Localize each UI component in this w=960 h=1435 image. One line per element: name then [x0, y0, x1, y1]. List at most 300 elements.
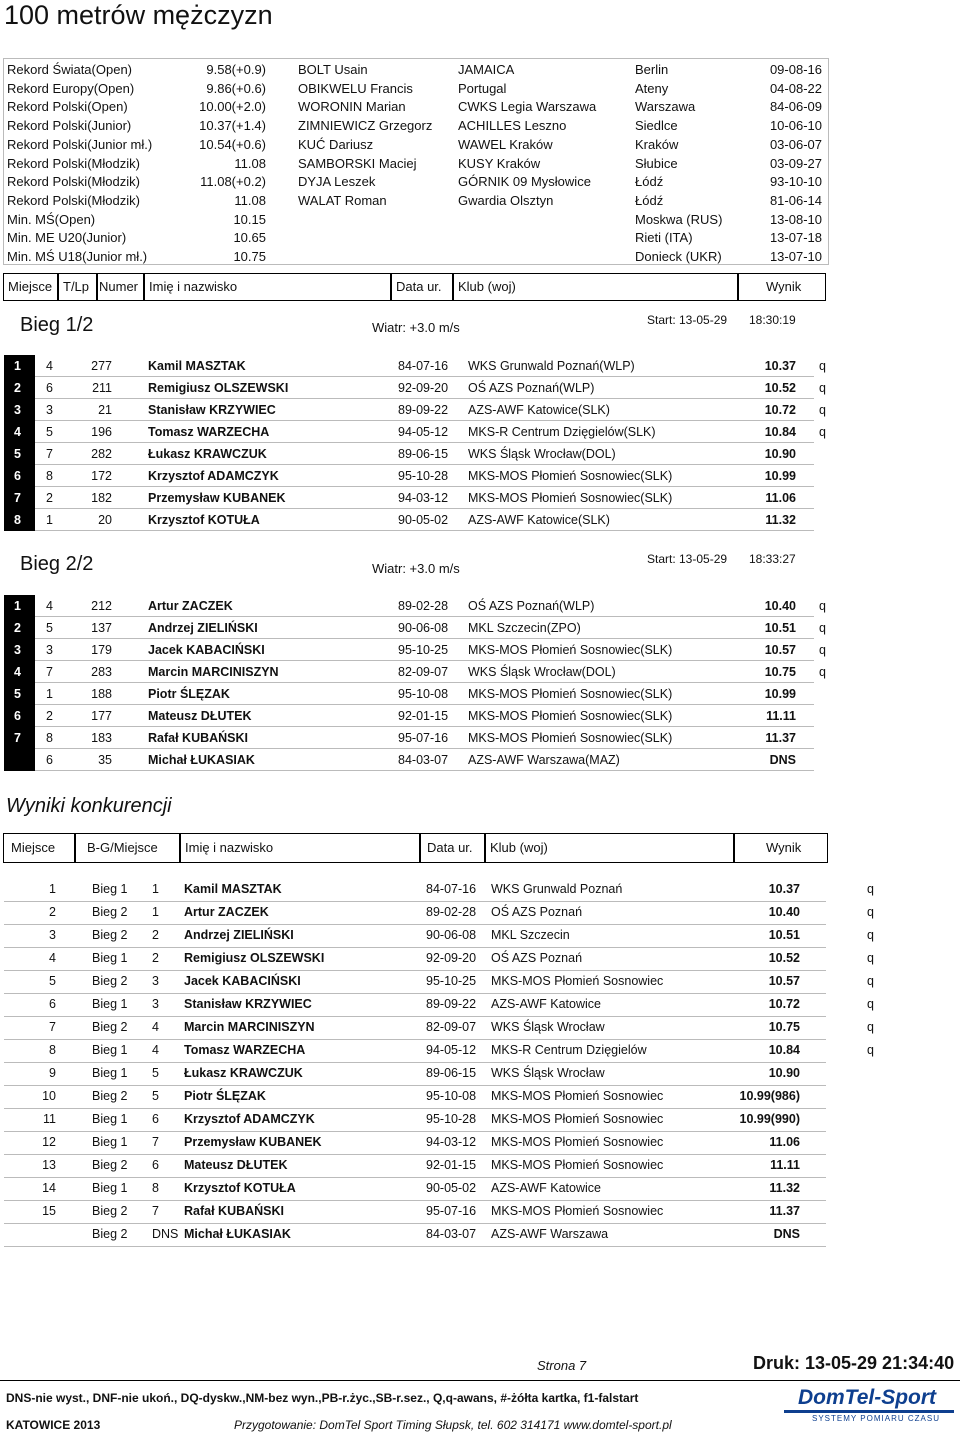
header-wynik: [738, 273, 826, 301]
record-row: [4, 134, 828, 153]
result-time: 10.90: [764, 447, 796, 461]
qualification-mark: q: [867, 928, 874, 942]
heat-place: DNS: [152, 1227, 179, 1241]
qualification-mark: q: [867, 951, 874, 965]
record-athlete: ZIMNIEWICZ Grzegorz: [298, 118, 433, 134]
record-name: Rekord Polski(Młodzik): [7, 174, 140, 190]
birth-date: 95-10-28: [426, 1112, 477, 1126]
heat-label: Bieg 2: [92, 928, 128, 942]
result-time: 10.84: [768, 1043, 800, 1057]
athlete-name: Mateusz DŁUTEK: [148, 709, 252, 723]
record-city: Kraków: [635, 136, 679, 152]
overall-row: [4, 1223, 826, 1247]
bib-number: 177: [91, 709, 112, 723]
overall-header-imie-label: Imię i nazwisko: [185, 840, 274, 855]
overall-row: [4, 970, 874, 994]
overall-header-miejsce-label: Miejsce: [11, 840, 56, 855]
overall-row: [4, 947, 874, 971]
result-row: [4, 661, 826, 683]
lane: 5: [46, 621, 53, 635]
place-number: 3: [14, 643, 21, 657]
birth-date: 95-10-28: [398, 469, 449, 483]
athlete-name: Rafał KUBAŃSKI: [148, 731, 249, 745]
overall-row: [4, 1108, 826, 1132]
athlete-name: Jacek KABACIŃSKI: [148, 643, 265, 657]
result-time: 10.99(990): [739, 1112, 800, 1126]
club-name: WKS Grunwald Poznań: [491, 882, 623, 896]
record-name: Min. MŚ(Open): [7, 211, 96, 227]
record-athlete: WORONIN Marian: [298, 99, 406, 115]
record-row: [4, 115, 828, 134]
record-athlete: BOLT Usain: [298, 62, 368, 77]
club-name: OŚ AZS Poznań: [491, 951, 583, 965]
overall-header-data: [420, 833, 485, 863]
birth-date: 90-05-02: [398, 513, 449, 527]
result-time: 10.90: [768, 1066, 800, 1080]
record-name: Rekord Polski(Junior mł.): [7, 136, 153, 152]
heat-label: Bieg 1: [92, 1181, 128, 1195]
birth-date: 82-09-07: [398, 665, 449, 679]
place-cell: [4, 639, 35, 661]
athlete-name: Michał ŁUKASIAK: [184, 1227, 291, 1241]
heat-label: Bieg 1: [92, 1135, 128, 1149]
club-name: WKS Grunwald Poznań(WLP): [468, 359, 635, 373]
lane: 4: [46, 599, 53, 613]
bib-number: 277: [91, 359, 112, 373]
place-number: 1: [14, 359, 21, 373]
lane: 7: [46, 665, 53, 679]
place-number: 8: [14, 513, 21, 527]
qualification-mark: q: [867, 974, 874, 988]
place-cell: [4, 509, 35, 531]
club-name: AZS-AWF Katowice: [491, 1181, 601, 1195]
record-date: 03-09-27: [769, 155, 822, 171]
result-time: 10.40: [764, 599, 796, 613]
athlete-name: Remigiusz OLSZEWSKI: [184, 951, 325, 965]
record-city: Berlin: [635, 62, 669, 77]
record-row: [4, 227, 828, 246]
overall-header-wynik-label: Wynik: [766, 840, 802, 855]
overall-place: 4: [49, 951, 56, 965]
qualification-mark: q: [819, 599, 826, 613]
heat-2-title: Bieg 2/2: [20, 553, 94, 575]
record-date: 93-10-10: [769, 174, 822, 190]
athlete-name: Andrzej ZIELIŃSKI: [148, 621, 258, 635]
bib-number: 211: [92, 381, 112, 395]
athlete-name: Remigiusz OLSZEWSKI: [148, 381, 289, 395]
result-time: 11.06: [769, 1135, 800, 1149]
heat-2-wind: Wiatr: +3.0 m/s: [372, 561, 460, 576]
record-date: 09-08-16: [769, 62, 822, 77]
overall-row: [4, 1131, 826, 1155]
logo-subtitle: SYSTEMY POMIARU CZASU: [812, 1414, 940, 1423]
overall-row: [4, 1177, 826, 1201]
athlete-name: Krzysztof KOTUŁA: [184, 1181, 296, 1195]
result-time: 11.06: [765, 491, 796, 505]
record-date: 13-07-18: [769, 230, 822, 246]
result-time: 10.72: [764, 403, 796, 417]
qualification-mark: q: [867, 905, 874, 919]
result-row: [4, 639, 826, 661]
birth-date: 84-07-16: [426, 882, 477, 896]
overall-place: 15: [42, 1204, 56, 1218]
overall-row: [4, 1016, 874, 1040]
qualification-mark: q: [819, 403, 826, 417]
heat-label: Bieg 1: [92, 1112, 128, 1126]
athlete-name: Artur ZACZEK: [184, 905, 269, 919]
result-time: 10.52: [768, 951, 800, 965]
result-time: 11.37: [769, 1204, 800, 1218]
lane: 1: [46, 687, 53, 701]
result-time: 10.51: [768, 928, 800, 942]
result-time: 11.11: [766, 709, 796, 723]
overall-row: [4, 924, 874, 948]
athlete-name: Piotr ŚLĘZAK: [184, 1089, 266, 1103]
place-cell: [4, 749, 35, 771]
overall-header-klub: [485, 833, 734, 863]
record-date: 84-06-09: [769, 99, 822, 115]
heat-place: 5: [152, 1066, 159, 1080]
result-time: 10.72: [768, 997, 800, 1011]
record-city: Moskwa (RUS): [635, 211, 723, 227]
record-row: [4, 246, 828, 265]
record-name: Rekord Polski(Open): [7, 99, 128, 115]
heat-place: 4: [152, 1043, 159, 1057]
header-miejsce-label: Miejsce: [8, 279, 53, 294]
birth-date: 95-10-25: [426, 974, 477, 988]
place-number: 3: [14, 403, 21, 417]
club-name: MKS-MOS Płomień Sosnowiec: [491, 1135, 664, 1149]
athlete-name: Kamil MASZTAK: [184, 882, 282, 896]
record-athlete: SAMBORSKI Maciej: [298, 155, 417, 171]
birth-date: 90-06-08: [426, 928, 477, 942]
record-club: WAWEL Kraków: [458, 136, 553, 152]
result-time: 10.52: [764, 381, 796, 395]
heat-1-start: Start: 13-05-29: [647, 313, 728, 327]
place-cell: [4, 443, 35, 465]
lane: 2: [46, 491, 53, 505]
club-name: AZS-AWF Katowice(SLK): [468, 403, 610, 417]
heat-label: Bieg 2: [92, 1020, 128, 1034]
page-number: Strona 7: [537, 1358, 587, 1373]
result-row: [4, 399, 826, 421]
lane: 1: [46, 513, 53, 527]
bib-number: 21: [98, 403, 112, 417]
birth-date: 92-09-20: [398, 381, 449, 395]
place-cell: [4, 465, 35, 487]
prepared-by: Przygotowanie: DomTel Sport Timing Słupsk, tel. 602 314171 www.domtel-sport.pl: [234, 1418, 672, 1432]
place-cell: [4, 421, 35, 443]
club-name: MKS-MOS Płomień Sosnowiec: [491, 974, 664, 988]
athlete-name: Artur ZACZEK: [148, 599, 233, 613]
birth-date: 84-07-16: [398, 359, 449, 373]
athlete-name: Kamil MASZTAK: [148, 359, 246, 373]
overall-title: Wyniki konkurencji: [6, 795, 172, 817]
record-city: Rieti (ITA): [635, 230, 693, 246]
result-time: 11.11: [770, 1158, 800, 1172]
lane: 4: [46, 359, 53, 373]
result-time: 10.99(986): [739, 1089, 800, 1103]
birth-date: 89-06-15: [398, 447, 449, 461]
bib-number: 182: [91, 491, 112, 505]
record-athlete: OBIKWELU Francis: [298, 80, 413, 96]
birth-date: 89-06-15: [426, 1066, 477, 1080]
bib-number: 172: [91, 469, 112, 483]
club-name: OŚ AZS Poznań(WLP): [468, 381, 595, 395]
lane: 3: [46, 643, 53, 657]
record-date: 81-06-14: [769, 192, 822, 208]
print-timestamp: Druk: 13-05-29 21:34:40: [753, 1353, 955, 1373]
record-result: 9.86(+0.6): [206, 80, 266, 96]
bib-number: 179: [91, 643, 112, 657]
record-city: Słubice: [635, 155, 678, 171]
bib-number: 137: [91, 621, 112, 635]
record-row: [4, 209, 828, 228]
qualification-mark: q: [819, 643, 826, 657]
record-club: KUSY Kraków: [458, 155, 541, 171]
result-row: [4, 421, 826, 443]
result-time: 10.37: [768, 882, 800, 896]
club-name: MKL Szczecin(ZPO): [468, 621, 581, 635]
record-result: 10.15: [233, 211, 266, 227]
athlete-name: Jacek KABACIŃSKI: [184, 974, 301, 988]
overall-row: [4, 1154, 826, 1178]
athlete-name: Łukasz KRAWCZUK: [148, 447, 267, 461]
header-imie: [144, 273, 391, 301]
heat-place: 1: [152, 882, 159, 896]
club-name: MKS-MOS Płomień Sosnowiec(SLK): [468, 731, 673, 745]
club-name: MKS-MOS Płomień Sosnowiec(SLK): [468, 643, 673, 657]
birth-date: 84-03-07: [426, 1227, 477, 1241]
record-result: 11.08: [234, 192, 266, 208]
overall-place: 13: [42, 1158, 56, 1172]
heat-place: 3: [152, 997, 159, 1011]
bib-number: 183: [91, 731, 112, 745]
record-result: 11.08(+0.2): [200, 174, 266, 190]
qualification-mark: q: [867, 1020, 874, 1034]
place-number: 4: [14, 665, 21, 679]
records-table: [3, 58, 829, 265]
result-row: [4, 377, 826, 399]
heat-label: Bieg 2: [92, 905, 128, 919]
place-number: 1: [14, 599, 21, 613]
birth-date: 89-02-28: [426, 905, 477, 919]
club-name: MKS-R Centrum Dzięgielów: [491, 1043, 647, 1057]
qualification-mark: q: [819, 381, 826, 395]
birth-date: 95-10-08: [426, 1089, 477, 1103]
logo-bar: [784, 1410, 954, 1413]
club-name: AZS-AWF Warszawa(MAZ): [468, 753, 620, 767]
birth-date: 94-05-12: [398, 425, 449, 439]
heat-label: Bieg 1: [92, 1043, 128, 1057]
club-name: WKS Śląsk Wrocław(DOL): [468, 447, 616, 461]
record-city: Łódź: [635, 192, 664, 208]
logo-text: DomTel-Sport: [798, 1386, 937, 1409]
heat-label: Bieg 2: [92, 974, 128, 988]
overall-place: 7: [49, 1020, 56, 1034]
club-name: WKS Śląsk Wrocław(DOL): [468, 665, 616, 679]
result-time: DNS: [773, 1227, 800, 1241]
result-row: [4, 727, 814, 749]
place-cell: [4, 683, 35, 705]
overall-row: [4, 1039, 874, 1063]
record-name: Rekord Polski(Młodzik): [7, 155, 140, 171]
record-result: 10.37(+1.4): [199, 118, 266, 134]
place-number: 2: [14, 621, 21, 635]
record-athlete: DYJA Leszek: [298, 174, 376, 190]
record-city: Siedlce: [635, 118, 678, 134]
bib-number: 20: [98, 513, 112, 527]
athlete-name: Krzysztof ADAMCZYK: [184, 1112, 315, 1126]
lane: 3: [46, 403, 53, 417]
heat-place: 2: [152, 951, 159, 965]
club-name: MKL Szczecin: [491, 928, 570, 942]
place-number: 2: [14, 381, 21, 395]
header-miejsce: [3, 273, 58, 301]
overall-header-wynik: [734, 833, 828, 863]
heat-place: 6: [152, 1158, 159, 1172]
result-time: 10.51: [764, 621, 796, 635]
heat-place: 1: [152, 905, 159, 919]
athlete-name: Rafał KUBAŃSKI: [184, 1204, 285, 1218]
domtel-logo: [784, 1386, 954, 1430]
header-wynik-label: Wynik: [766, 279, 802, 294]
birth-date: 89-02-28: [398, 599, 449, 613]
overall-row: [4, 1085, 826, 1109]
birth-date: 94-03-12: [426, 1135, 477, 1149]
overall-place: 8: [49, 1043, 56, 1057]
header-data-label: Data ur.: [396, 279, 442, 294]
record-club: Gwardia Olsztyn: [458, 192, 554, 208]
birth-date: 94-05-12: [426, 1043, 477, 1057]
header-data: [391, 273, 453, 301]
record-club: CWKS Legia Warszawa: [458, 99, 597, 115]
overall-place: 10: [42, 1089, 56, 1103]
athlete-name: Stanisław KRZYWIEC: [148, 403, 276, 417]
heat-label: Bieg 2: [92, 1204, 128, 1218]
overall-header-bg: [75, 833, 180, 863]
bib-number: 212: [91, 599, 112, 613]
club-name: MKS-MOS Płomień Sosnowiec: [491, 1204, 664, 1218]
bib-number: 35: [98, 753, 112, 767]
record-result: 10.54(+0.6): [199, 136, 266, 152]
place-cell: [4, 705, 35, 727]
athlete-name: Marcin MARCINISZYN: [184, 1020, 315, 1034]
club-name: MKS-MOS Płomień Sosnowiec: [491, 1089, 664, 1103]
record-result: 10.65: [233, 230, 266, 246]
overall-place: 12: [42, 1135, 56, 1149]
athlete-name: Łukasz KRAWCZUK: [184, 1066, 303, 1080]
birth-date: 95-07-16: [398, 731, 449, 745]
header-tlp: [58, 273, 97, 301]
event-city: KATOWICE 2013: [6, 1418, 101, 1432]
qualification-mark: q: [819, 359, 826, 373]
athlete-name: Przemysław KUBANEK: [184, 1135, 322, 1149]
club-name: MKS-MOS Płomień Sosnowiec(SLK): [468, 709, 673, 723]
heat-place: 2: [152, 928, 159, 942]
birth-date: 90-05-02: [426, 1181, 477, 1195]
result-time: 10.57: [764, 643, 796, 657]
record-name: Rekord Polski(Junior): [7, 118, 132, 134]
club-name: MKS-R Centrum Dzięgielów(SLK): [468, 425, 656, 439]
heat-label: Bieg 2: [92, 1158, 128, 1172]
athlete-name: Przemysław KUBANEK: [148, 491, 286, 505]
lane: 2: [46, 709, 53, 723]
athlete-name: Piotr ŚLĘZAK: [148, 687, 230, 701]
athlete-name: Andrzej ZIELIŃSKI: [184, 928, 294, 942]
qualification-mark: q: [819, 665, 826, 679]
record-date: 13-07-10: [769, 249, 822, 264]
record-city: Warszawa: [635, 99, 696, 115]
birth-date: 95-10-08: [398, 687, 449, 701]
header-imie-label: Imię i nazwisko: [149, 279, 238, 294]
overall-header-data-label: Data ur.: [427, 840, 473, 855]
place-number: 5: [14, 687, 21, 701]
club-name: MKS-MOS Płomień Sosnowiec(SLK): [468, 687, 673, 701]
result-time: 10.75: [764, 665, 796, 679]
lane: 6: [46, 753, 53, 767]
lane: 7: [46, 447, 53, 461]
place-number: 4: [14, 425, 21, 439]
place-cell: [4, 399, 35, 421]
result-row: [4, 509, 814, 531]
birth-date: 90-06-08: [398, 621, 449, 635]
lane: 8: [46, 731, 53, 745]
athlete-name: Krzysztof ADAMCZYK: [148, 469, 279, 483]
heat-label: Bieg 2: [92, 1089, 128, 1103]
record-name: Rekord Świata(Open): [7, 62, 132, 77]
overall-place: 6: [49, 997, 56, 1011]
overall-header-miejsce: [3, 833, 75, 863]
overall-header-imie: [180, 833, 420, 863]
club-name: WKS Śląsk Wrocław: [491, 1066, 605, 1080]
birth-date: 92-01-15: [426, 1158, 477, 1172]
result-row: [4, 683, 814, 705]
athlete-name: Mateusz DŁUTEK: [184, 1158, 288, 1172]
place-number: 6: [14, 709, 21, 723]
result-time: 10.75: [768, 1020, 800, 1034]
record-date: 03-06-07: [769, 136, 822, 152]
lane: 8: [46, 469, 53, 483]
record-athlete: KUĆ Dariusz: [298, 136, 374, 152]
birth-date: 89-09-22: [426, 997, 477, 1011]
overall-header-klub-label: Klub (woj): [490, 840, 548, 855]
heat-place: 7: [152, 1135, 159, 1149]
overall-place: 9: [49, 1066, 56, 1080]
page-title: 100 metrów mężczyzn: [4, 0, 273, 30]
place-cell: [4, 487, 35, 509]
record-name: Rekord Europy(Open): [7, 80, 135, 96]
result-row: [4, 487, 814, 509]
place-number: 7: [14, 731, 21, 745]
record-result: 9.58(+0.9): [206, 62, 266, 77]
overall-place: 2: [49, 905, 56, 919]
overall-place: 11: [43, 1112, 56, 1126]
heat-2-start: Start: 13-05-29: [647, 552, 728, 566]
athlete-name: Krzysztof KOTUŁA: [148, 513, 260, 527]
qualification-mark: q: [867, 997, 874, 1011]
place-cell: [4, 355, 35, 377]
qualification-mark: q: [867, 882, 874, 896]
record-result: 10.00(+2.0): [199, 99, 266, 115]
birth-date: 89-09-22: [398, 403, 449, 417]
result-row: [4, 705, 814, 727]
club-name: OŚ AZS Poznań: [491, 905, 583, 919]
result-time: 10.99: [764, 469, 796, 483]
overall-place: 3: [49, 928, 56, 942]
club-name: WKS Śląsk Wrocław: [491, 1020, 605, 1034]
record-name: Rekord Polski(Młodzik): [7, 192, 140, 208]
